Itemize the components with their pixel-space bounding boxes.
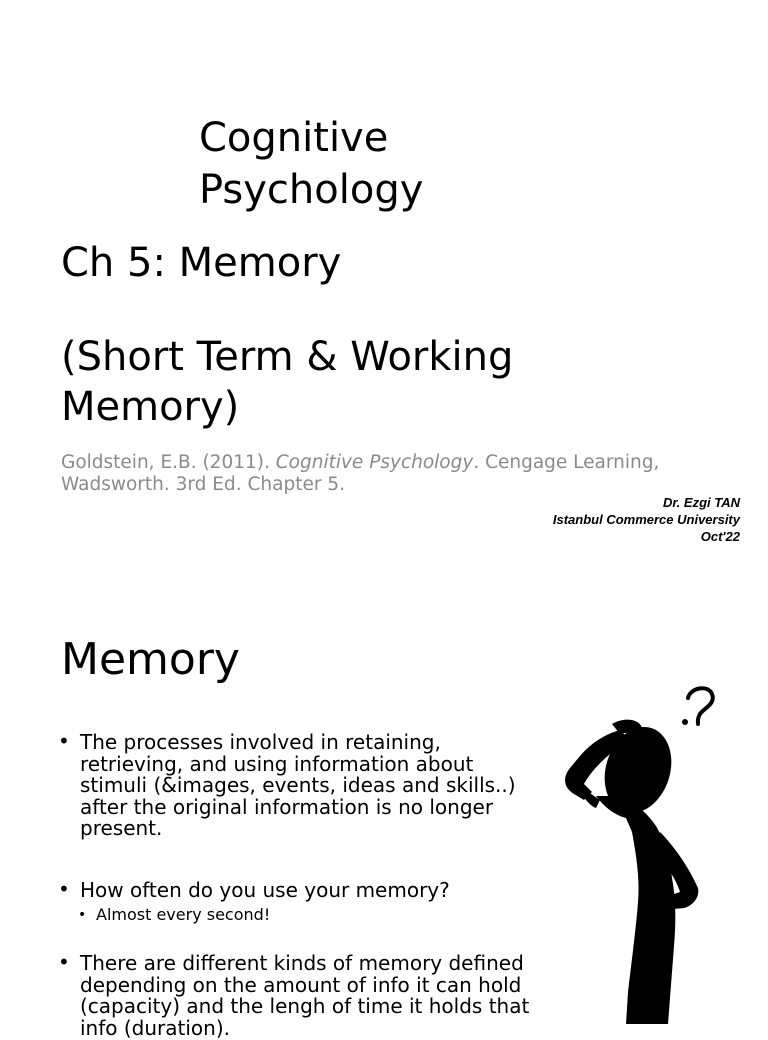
bullet-item-question: • How often do you use your memory? [58, 880, 538, 902]
subtitle-topic-line-2: Memory) [61, 384, 240, 430]
slide-title-line-1: Cognitive [199, 115, 389, 161]
subtitle-chapter: Ch 5: Memory [61, 240, 342, 286]
reference-citation [61, 452, 701, 496]
sub-bullet-list [58, 905, 538, 925]
slide-subtitle [61, 238, 513, 432]
subtitle-spacer [61, 288, 513, 332]
author-name: Dr. Ezgi TAN [662, 495, 740, 510]
slide-title: Memory [61, 634, 240, 685]
slide-title [199, 112, 423, 216]
reference-suffix: . Cengage Learning, Wadsworth. 3rd Ed. Chapter 5. [61, 452, 660, 495]
sub-bullet-container [58, 905, 538, 925]
sub-bullet-item: • Almost every second! [58, 905, 538, 925]
reference-prefix: Goldstein, E.B. (2011). [61, 452, 276, 473]
author-institution: Istanbul Commerce University [552, 512, 740, 527]
thinking-person-question-icon [540, 682, 768, 1024]
author-date: Oct'22 [700, 529, 740, 544]
reference-book-title: Cognitive Psychology [275, 452, 474, 473]
bullet-list [58, 732, 538, 1039]
bullet-item-definition: • The processes involved in retaining, retrieving, and using information about stimuli (&images, events, ideas and skills..) after the original information is no longer present. [58, 732, 538, 840]
subtitle-topic-line-1: (Short Term & Working [61, 334, 514, 380]
author-credits [553, 494, 740, 545]
memory-slide [0, 576, 768, 1040]
slide-title-line-2: Psychology [199, 167, 424, 213]
bullet-item-kinds: • There are different kinds of memory defined depending on the amount of info it can hold (capacity) and the lengh of time it holds that info (duration). [58, 953, 538, 1039]
